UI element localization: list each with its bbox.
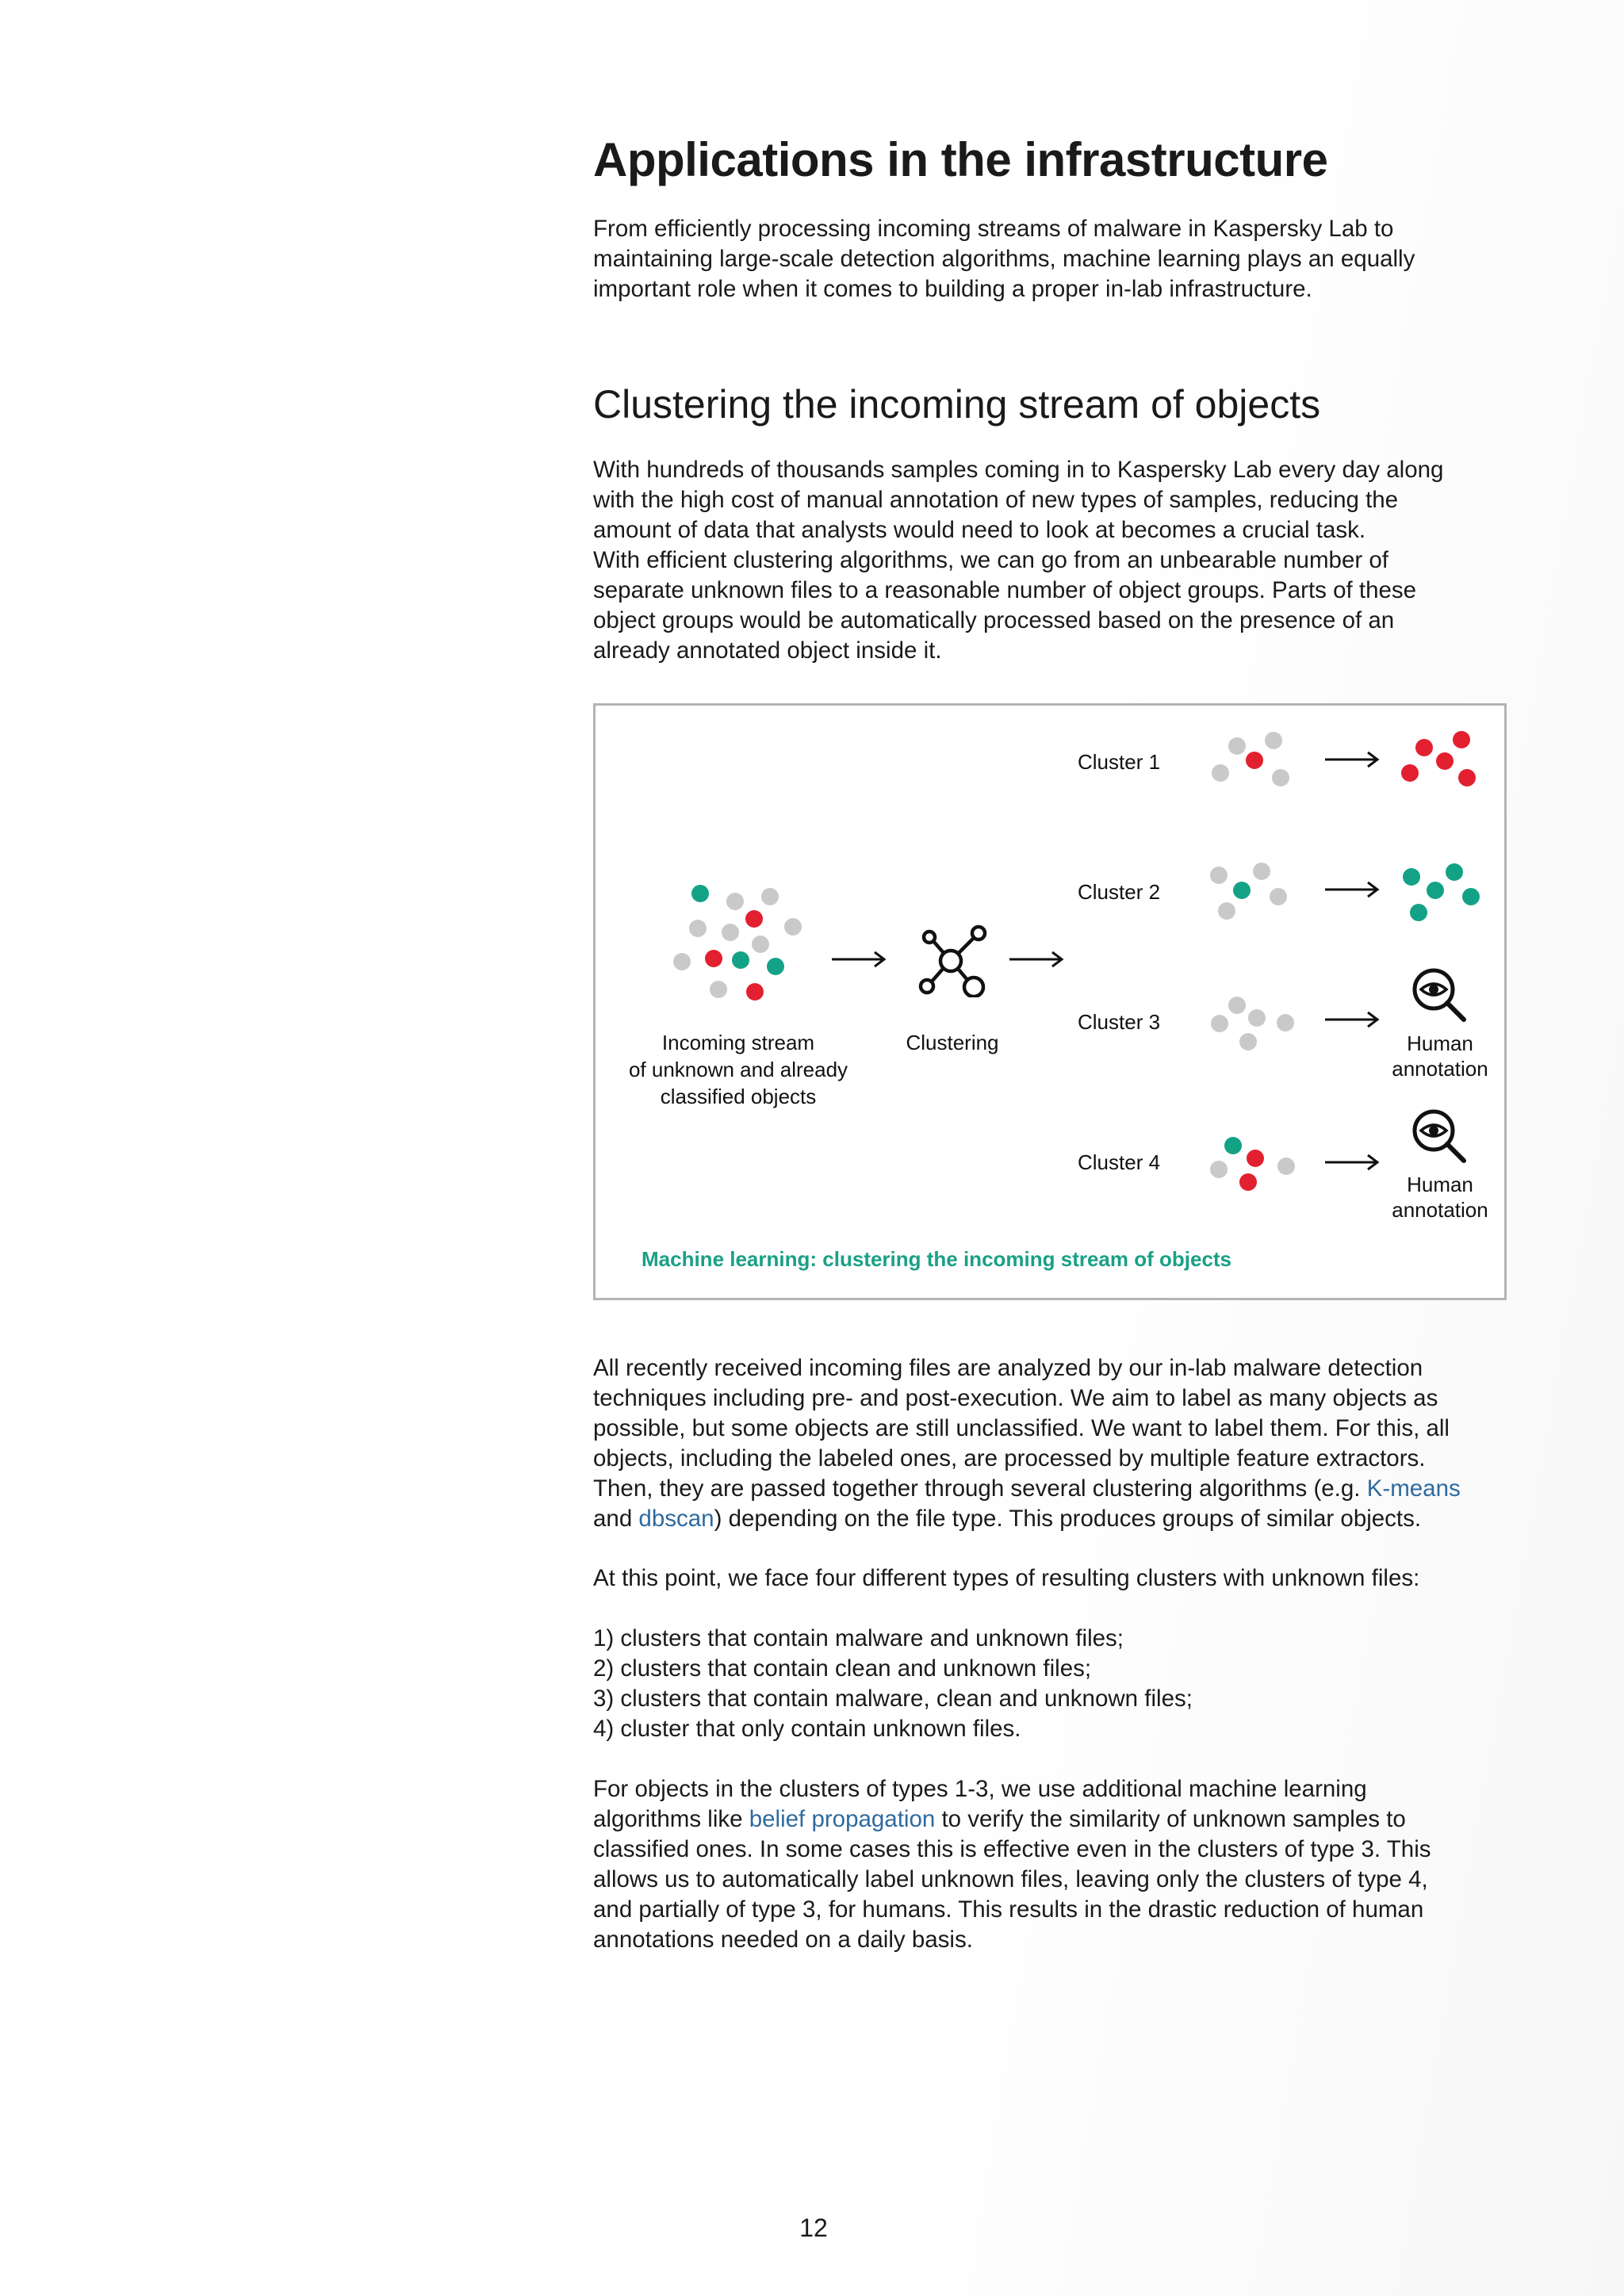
bp-text-a: For objects in the clusters of types 1-3, we use additional machine learning algorithms like — [593, 1776, 1367, 1832]
intro-paragraph: From efficiently processing incoming streams of malware in Kaspersky Lab to maintaining large-scale detection algorithms, machine learning plays an equally important role when it comes to building a proper in-lab infrastructure. — [593, 216, 1415, 302]
list-item: 3) clusters that contain malware, clean and unknown files; — [593, 1686, 1193, 1712]
magnifier-eye-icon — [1410, 1107, 1469, 1165]
unknown-dot — [673, 953, 691, 970]
unknown-dot — [1265, 732, 1282, 749]
analysis-text-c: ) depending on the file type. This produces groups of similar objects. — [714, 1506, 1422, 1532]
arrow-right-icon — [1323, 750, 1381, 769]
unknown-dot — [689, 920, 707, 937]
unknown-dot — [1210, 867, 1228, 884]
cluster-1-label: Cluster 1 — [1078, 750, 1161, 774]
page-heading: Applications in the infrastructure — [593, 133, 1328, 186]
malware-dot — [1458, 769, 1476, 786]
clean-dot — [1427, 882, 1444, 899]
malware-dot — [705, 950, 722, 967]
cluster-types-list — [593, 1624, 1513, 1744]
malware-dot — [1436, 752, 1454, 770]
malware-dot — [745, 910, 763, 928]
unknown-dot — [761, 888, 779, 905]
cluster-4-label: Cluster 4 — [1078, 1150, 1161, 1174]
unknown-dot — [1248, 1009, 1266, 1027]
arrow-right-icon — [1323, 1010, 1381, 1029]
arrow-right-icon — [1323, 880, 1381, 899]
clean-dot — [691, 885, 709, 902]
clustering-paragraph: With hundreds of thousands samples coming in to Kaspersky Lab every day along with the high cost of manual annotation of new types of samples, reducing the amount of data that analysts would need to look at becomes a crucial task. With efficient clustering algorithms, we can go from an unbearable number of separate unknown files to a reasonable number of object groups. Parts of these object groups would be automatically processed based on the presence of an already annotated object inside it. — [593, 457, 1444, 664]
unknown-dot — [752, 936, 769, 953]
clustering-label: Clustering — [906, 1031, 999, 1054]
unknown-dot — [722, 924, 739, 941]
clean-dot — [1224, 1137, 1242, 1154]
belief-propagation-link[interactable]: belief propagation — [749, 1806, 936, 1832]
bp-text-b: to verify the similarity of unknown samples to classified ones. In some cases this is effective even in the clusters of type 3. This allows us to automatically label unknown files, leaving only the clusters of type 4, and partially of type 3, for humans. This results in the drastic reduction of human annotations needed on a daily basis. — [593, 1806, 1431, 1953]
unknown-dot — [1212, 764, 1229, 782]
unknown-dot — [1272, 769, 1289, 786]
unknown-dot — [1277, 1014, 1294, 1031]
magnifier-eye-icon — [1410, 966, 1469, 1024]
arrow-right-icon — [1008, 950, 1065, 969]
clean-dot — [1462, 888, 1480, 905]
malware-dot — [746, 983, 764, 1001]
list-item: 4) cluster that only contain unknown files. — [593, 1716, 1021, 1742]
malware-dot — [1246, 752, 1263, 769]
malware-dot — [1401, 764, 1419, 782]
unknown-dot — [1277, 1158, 1295, 1175]
clean-dot — [1403, 868, 1420, 886]
clustering-network-icon — [915, 921, 991, 997]
list-item: 1) clusters that contain malware and unknown files; — [593, 1625, 1124, 1651]
unknown-dot — [1228, 737, 1246, 755]
arrow-right-icon — [830, 950, 887, 969]
kmeans-link[interactable]: K-means — [1366, 1475, 1461, 1502]
unknown-dot — [1218, 902, 1235, 920]
incoming-stream-label: Incoming stream of unknown and already classified objects — [628, 1031, 848, 1108]
belief-propagation-paragraph — [593, 1774, 1513, 1955]
clustering-figure — [593, 703, 1507, 1300]
figure-caption: Machine learning: clustering the incoming stream of objects — [642, 1247, 1232, 1271]
unknown-dot — [1239, 1033, 1257, 1050]
malware-dot — [1415, 739, 1433, 756]
dbscan-link[interactable]: dbscan — [638, 1506, 714, 1532]
list-item: 2) clusters that contain clean and unknown files; — [593, 1655, 1092, 1682]
clean-dot — [1446, 863, 1463, 881]
malware-dot — [1453, 731, 1470, 748]
unknown-dot — [1211, 1015, 1228, 1032]
malware-dot — [1247, 1150, 1264, 1167]
unknown-dot — [726, 893, 744, 910]
clean-dot — [1410, 904, 1427, 921]
cluster-types-intro: At this point, we face four different types of resulting clusters with unknown files: — [593, 1565, 1420, 1591]
clean-dot — [1233, 882, 1251, 899]
cluster-2-label: Cluster 2 — [1078, 880, 1161, 904]
unknown-dot — [710, 981, 727, 998]
unknown-dot — [1270, 888, 1287, 905]
cluster-4-result-label: Human annotation — [1392, 1173, 1488, 1222]
unknown-dot — [1253, 863, 1270, 880]
cluster-3-label: Cluster 3 — [1078, 1010, 1161, 1034]
section-heading: Clustering the incoming stream of objects — [593, 382, 1321, 427]
clean-dot — [732, 951, 749, 969]
unknown-dot — [1228, 997, 1246, 1014]
analysis-text-a: All recently received incoming files are analyzed by our in-lab malware detection techniques including pre- and post-execution. We aim to label as many objects as possible, but some objects are still unclassified. We want to label them. For this, all objects, including the labeled ones, are processed by multiple feature extractors. Then, they are passed together through several clustering algorithms (e.g. — [593, 1355, 1450, 1502]
malware-dot — [1239, 1173, 1257, 1191]
clean-dot — [767, 958, 784, 975]
arrow-right-icon — [1323, 1153, 1381, 1172]
page-number: 12 — [799, 2214, 828, 2242]
cluster-3-result-label: Human annotation — [1392, 1031, 1488, 1081]
analysis-paragraph — [593, 1353, 1513, 1534]
analysis-text-b: and — [593, 1506, 633, 1532]
unknown-dot — [784, 918, 802, 936]
unknown-dot — [1210, 1161, 1228, 1178]
